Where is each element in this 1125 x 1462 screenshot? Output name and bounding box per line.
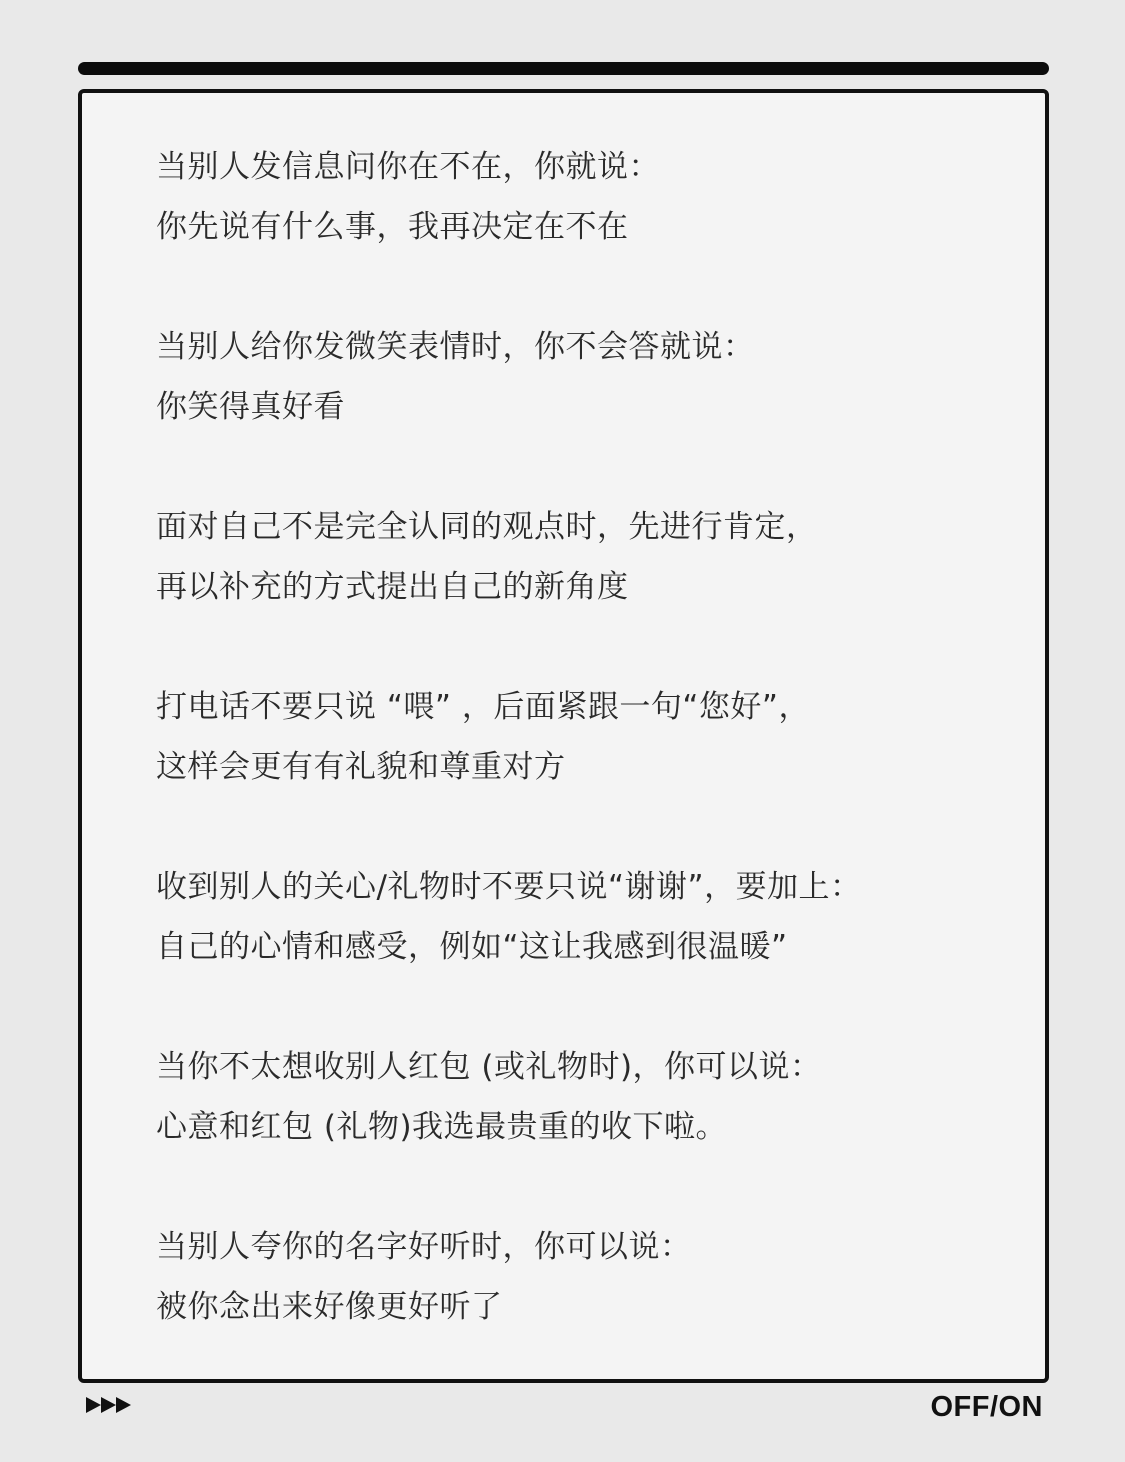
- paragraph-line: 心意和红包 (礼物)我选最贵重的收下啦。: [156, 1109, 728, 1145]
- paragraph: [156, 1217, 976, 1337]
- triple-play-icon: [86, 1396, 134, 1414]
- off-on-label: OFF/ON: [930, 1391, 1043, 1423]
- paragraph-line: 收到别人的关心/礼物时不要只说“谢谢”，要加上：: [156, 869, 862, 905]
- paragraph: [156, 137, 976, 257]
- paragraph-line: 面对自己不是完全认同的观点时，先进行肯定，: [156, 509, 818, 545]
- paragraph-line: 打电话不要只说 “喂” ，后面紧跟一句“您好”，: [156, 689, 810, 725]
- paragraph: [156, 857, 976, 977]
- paragraph: [156, 497, 976, 617]
- paragraph: [156, 1037, 976, 1157]
- text-card: [78, 89, 1049, 1383]
- paragraph-line: 这样会更有有礼貌和尊重对方: [156, 749, 566, 785]
- paragraph: [156, 677, 976, 797]
- paragraph-line: 当别人发信息问你在不在，你就说：: [156, 149, 660, 185]
- paragraph-line: 再以补充的方式提出自己的新角度: [156, 569, 629, 605]
- paragraph-line: 当你不太想收别人红包 (或礼物时)，你可以说：: [156, 1049, 822, 1085]
- paragraph-line: 你先说有什么事，我再决定在不在: [156, 209, 629, 245]
- paragraph-line: 当别人给你发微笑表情时，你不会答就说：: [156, 329, 755, 365]
- paragraph-line: 自己的心情和感受，例如“这让我感到很温暖”: [156, 929, 788, 965]
- paragraph: [156, 317, 976, 437]
- top-divider-bar: [78, 62, 1049, 75]
- card-content: [156, 137, 976, 1397]
- paragraph-line: 被你念出来好像更好听了: [156, 1289, 503, 1325]
- paragraph-line: 你笑得真好看: [156, 389, 345, 425]
- paragraph-line: 当别人夸你的名字好听时，你可以说：: [156, 1229, 692, 1265]
